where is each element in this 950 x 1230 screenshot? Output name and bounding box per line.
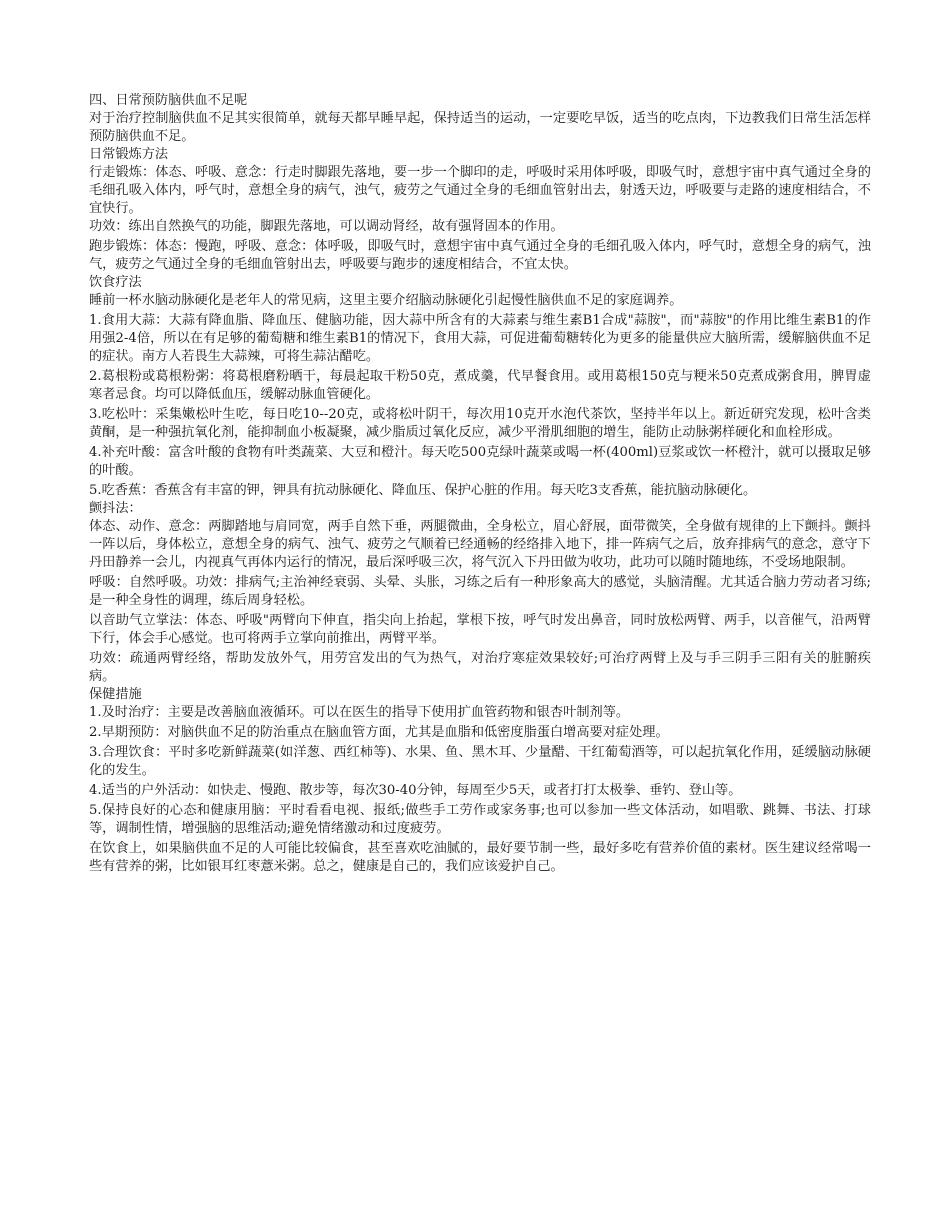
paragraph-sound-palm-effect: 功效：疏通两臂经络，帮助发放外气，用劳宫发出的气为热气，对治疗寒症效果较好;可治疗两臂上及与手三阴手三阳有关的脏腑疾病。 [89,651,871,684]
paragraph-breathing: 呼吸：自然呼吸。功效：排病气;主治神经衰弱、头晕、头胀，习练之后有一种形象高大的感觉，头脑清醒。尤其适合脑力劳动者习练;是一种全身性的调理，练后周身轻松。 [89,575,871,608]
list-item-diet: 3.合理饮食：平时多吃新鲜蔬菜(如洋葱、西红柿等)、水果、鱼、黑木耳、少量醋、干红葡萄酒等，可以起抗氧化作用，延缓脑动脉硬化的发生。 [89,745,871,778]
paragraph-conclusion: 在饮食上，如果脑供血不足的人可能比较偏食，甚至喜欢吃油腻的，最好要节制一些，最好多吃有营养价值的素材。医生建议经常喝一些有营养的粥，比如银耳红枣薏米粥。总之，健康是自己的，我们应该爱护自己。 [89,841,871,874]
subsection-heading-shaking: 颤抖法： [89,501,142,516]
list-item-prevention: 2.早期预防：对脑供血不足的防治重点在脑血管方面，尤其是血脂和低密度脂蛋白增高要对症处理。 [89,725,669,740]
paragraph-sound-palm: 以音助气立掌法：体态、呼吸"两臂向下伸直，指尖向上抬起，掌根下按，呼气时发出鼻音，同时放松两臂、两手，以音催气，沿两臂下行，体会手心感觉。也可将两手立掌向前推出，两臂平举。 [89,613,871,646]
section-heading: 四、日常预防脑供血不足呢 [89,93,248,108]
subsection-heading-diet: 饮食疗法 [89,275,142,290]
subsection-heading-care: 保健措施 [89,687,142,702]
list-item-treatment: 1.及时治疗：主要是改善脑血液循环。可以在医生的指导下使用扩血管药物和银杏叶制剂等。 [89,705,630,720]
list-item-garlic: 1.食用大蒜：大蒜有降血脂、降血压、健脑功能，因大蒜中所含有的大蒜素与维生素B1合成"蒜胺"，而"蒜胺"的作用比维生素B1的作用强2-4倍，所以在有足够的葡萄糖和维生素B1的情况下，食用大蒜，可促进葡萄糖转化为更多的能量供应大脑所需，缓解脑供血不足的症状。南方人若畏生大蒜辣，可将生蒜沾醋吃。 [89,313,871,364]
list-item-mindset: 5.保持良好的心态和健康用脑：平时看看电视、报纸;做些手工劳作或家务事;也可以参加一些文体活动，如唱歌、跳舞、书法、打球等，调制性情，增强脑的思维活动;避免情绪激动和过度疲劳。 [89,803,871,836]
paragraph-jogging: 跑步锻炼：体态：慢跑，呼吸、意念：体呼吸，即吸气时，意想宇宙中真气通过全身的毛细孔吸入体内，呼气时，意想全身的病气，浊气，疲劳之气通过全身的毛细血管射出去，呼吸要与跑步的速度相结合，不宜太快。 [89,239,871,272]
list-item-banana: 5.吃香蕉：香蕉含有丰富的钾，钾具有抗动脉硬化、降血压、保护心脏的作用。每天吃3支香蕉，能抗脑动脉硬化。 [89,483,757,498]
list-item-folic-acid: 4.补充叶酸：富含叶酸的食物有叶类蔬菜、大豆和橙汁。每天吃500克绿叶蔬菜或喝一杯(400ml)豆浆或饮一杯橙汁，就可以摄取足够的叶酸。 [89,445,871,478]
list-item-outdoor: 4.适当的户外活动：如快走、慢跑、散步等，每次30-40分钟，每周至少5天，或者打打太极拳、垂钓、登山等。 [89,783,742,798]
document-body [89,92,871,876]
subsection-heading-exercise: 日常锻炼方法 [89,147,169,162]
intro-paragraph: 对于治疗控制脑供血不足其实很简单，就每天都早睡早起，保持适当的运动，一定要吃早饭，适当的吃点肉，下边教我们日常生活怎样预防脑供血不足。 [89,111,871,144]
paragraph-shaking: 体态、动作、意念：两脚踏地与肩同宽，两手自然下垂，两腿微曲，全身松立，眉心舒展，面带微笑，全身做有规律的上下颤抖。颤抖一阵以后，身体松立，意想全身的病气、浊气、疲劳之气顺着已经通畅的经络排入地下，排一阵病气之后，放弃排病气的意念，意守下丹田静养一会儿，内视真气再体内运行的情况，最后深呼吸三次，将气沉入下丹田做为收功，此功可以随时随地练，不受场地限制。 [89,519,871,570]
list-item-kudzu: 2.葛根粉或葛根粉粥：将葛根磨粉晒干，每晨起取干粉50克，煮成羹，代早餐食用。或用葛根150克与粳米50克煮成粥食用，脾胃虚寒者忌食。均可以降低血压，缓解动脉血管硬化。 [89,369,871,402]
paragraph-walking-effect: 功效：练出自然换气的功能，脚跟先落地，可以调动肾经，故有强肾固本的作用。 [89,219,564,234]
list-item-pine-needles: 3.吃松叶：采集嫩松叶生吃，每日吃10--20克，或将松叶阴干，每次用10克开水泡代茶饮，坚持半年以上。新近研究发现，松叶含类黄酮，是一种强抗氧化剂，能抑制血小板凝聚，减少脂质过氧化反应，减少平滑肌细胞的增生，能防止动脉粥样硬化和血栓形成。 [89,407,871,440]
paragraph-walking: 行走锻炼：体态、呼吸、意念：行走时脚跟先落地，要一步一个脚印的走，呼吸时采用体呼吸，即吸气时，意想宇宙中真气通过全身的毛细孔吸入体内，呼气时，意想全身的病气，浊气，疲劳之气通过全身的毛细血管射出去，射透天边，呼吸要与走路的速度相结合，不宜快行。 [89,165,871,216]
paragraph-diet-intro: 睡前一杯水脑动脉硬化是老年人的常见病，这里主要介绍脑动脉硬化引起慢性脑供血不足的家庭调养。 [89,293,683,308]
